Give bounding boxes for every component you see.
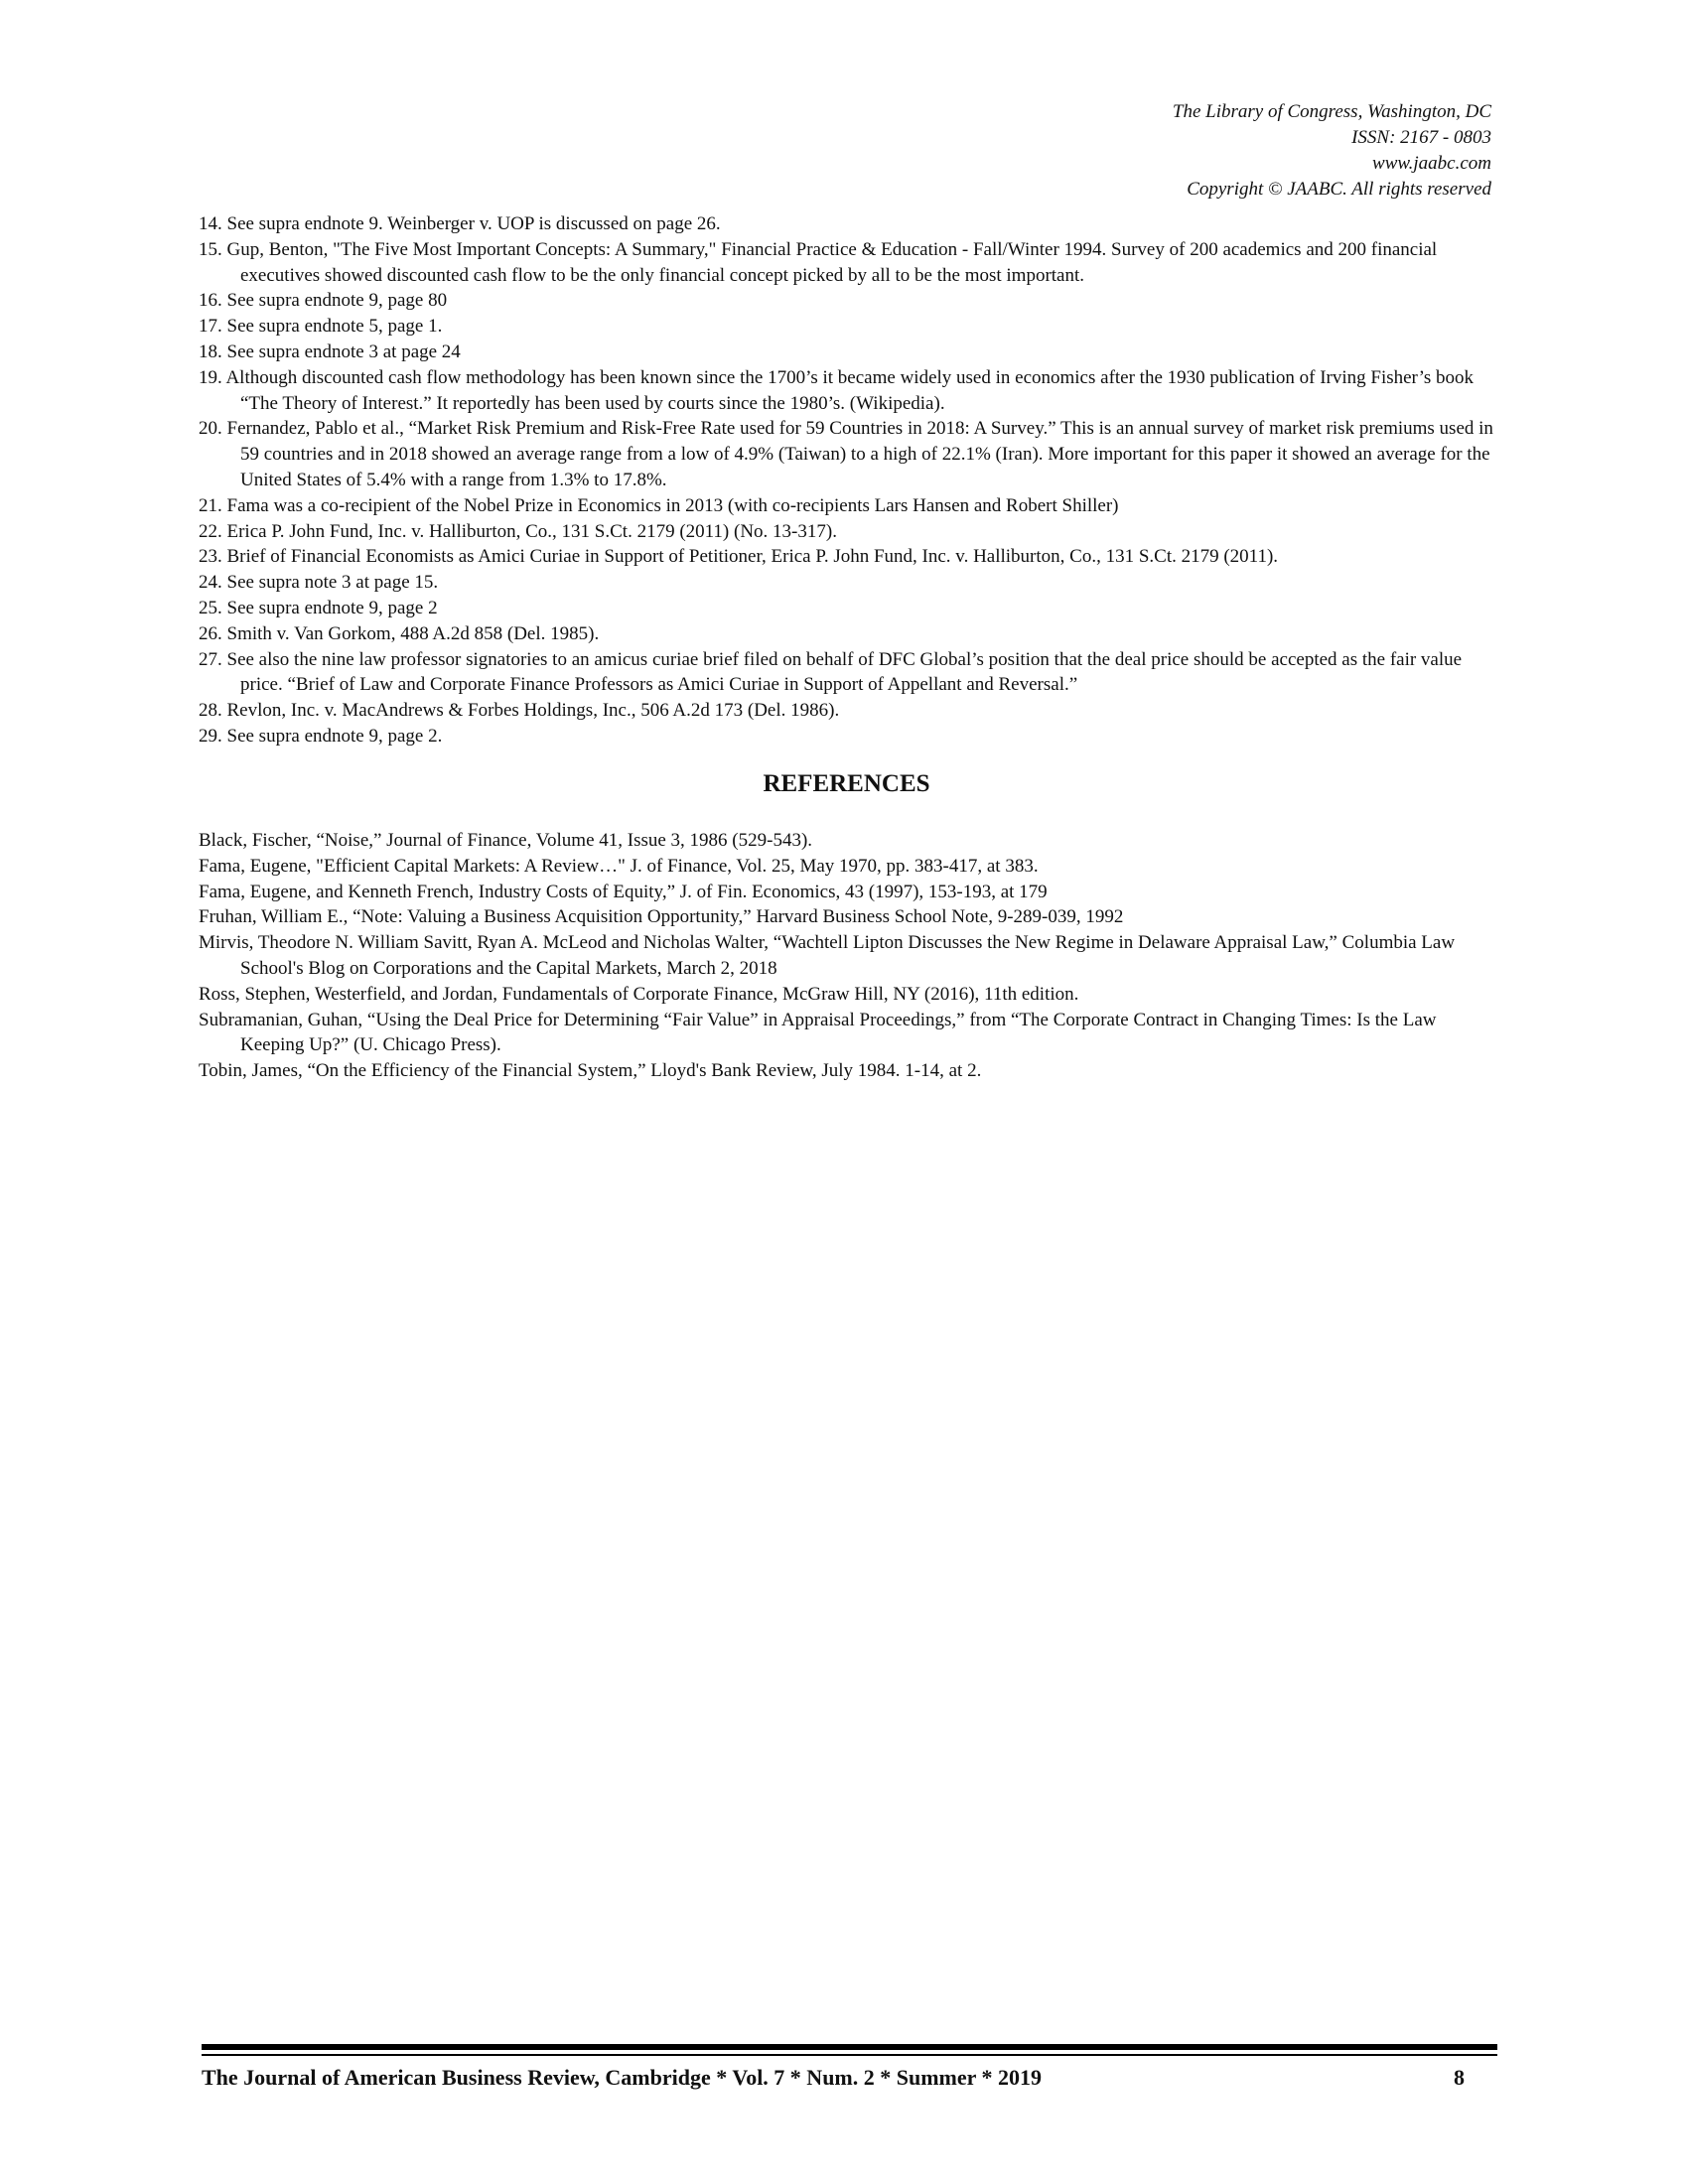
endnote-24: 24. See supra note 3 at page 15. [199,572,439,594]
reference-tobin: Tobin, James, “On the Efficiency of the Financial System,” Lloyd's Bank Review, July 1984. 1-14, at 2. [199,1060,982,1082]
reference-black: Black, Fischer, “Noise,” Journal of Finance, Volume 41, Issue 3, 1986 (529-543). [199,830,813,851]
reference-ross: Ross, Stephen, Westerfield, and Jordan, Fundamentals of Corporate Finance, McGraw Hill, NY (2016), 11th edition. [199,983,1079,1005]
endnotes-list [199,211,1494,750]
header-line-copyright: Copyright © JAABC. All rights reserved [1187,179,1491,200]
endnote-17: 17. See supra endnote 5, page 1. [199,316,443,338]
header-line-website: www.jaabc.com [1372,153,1491,174]
endnote-25: 25. See supra endnote 9, page 2 [199,597,438,618]
endnote-14: 14. See supra endnote 9. Weinberger v. UOP is discussed on page 26. [199,213,721,234]
endnote-21: 21. Fama was a co-recipient of the Nobel Prize in Economics in 2013 (with co-recipients Lars Hansen and Robert Shiller) [199,494,1119,516]
endnote-18: 18. See supra endnote 3 at page 24 [199,341,461,362]
references-heading: REFERENCES [763,770,930,797]
endnote-15: 15. Gup, Benton, "The Five Most Important Concepts: A Summary," Financial Practice & Education - Fall/Winter 1994. Survey of 200 academics and 200 financial executives showed discounted cash flow to be the only financial concept picked by all to be the most important. [199,238,1438,286]
endnote-22: 22. Erica P. John Fund, Inc. v. Halliburton, Co., 131 S.Ct. 2179 (2011) (No. 13-317). [199,520,837,542]
endnote-16: 16. See supra endnote 9, page 80 [199,290,448,312]
journal-header [896,99,1491,203]
endnote-29: 29. See supra endnote 9, page 2. [199,725,443,747]
footer-rule-thin [202,2054,1497,2056]
footer-journal-title: The Journal of American Business Review, Cambridge * Vol. 7 * Num. 2 * Summer * 2019 [202,2065,1043,2090]
endnote-27: 27. See also the nine law professor signatories to an amicus curiae brief filed on behalf of DFC Global’s position that the deal price should be accepted as the fair value price. “Brief of Law and Corporate Finance Professors as Amici Curiae in Support of Appellant and Reversal.” [199,648,1463,696]
endnote-23: 23. Brief of Financial Economists as Amici Curiae in Support of Petitioner, Erica P. John Fund, Inc. v. Halliburton, Co., 131 S.Ct. 2179 (2011). [199,546,1279,568]
reference-fama-1970: Fama, Eugene, "Efficient Capital Markets: A Review…" J. of Finance, Vol. 25, May 1970, pp. 383-417, at 383. [199,855,1039,877]
reference-mirvis: Mirvis, Theodore N. William Savitt, Ryan A. McLeod and Nicholas Walter, “Wachtell Lipton Discusses the New Regime in Delaware Appraisal Law,” Columbia Law School's Blog on Corporations and the Capital Markets, March 2, 2018 [199,932,1456,979]
endnote-20: 20. Fernandez, Pablo et al., “Market Risk Premium and Risk-Free Rate used for 59 Countries in 2018: A Survey.” This is an annual survey of market risk premiums used in 59 countries and in 2018 showed an average range from a low of 4.9% (Taiwan) to a high of 22.1% (Iran). More important for this paper it showed an average for the United States of 5.4% with a range from 1.3% to 17.8%. [199,418,1493,490]
reference-fama-french: Fama, Eugene, and Kenneth French, Industry Costs of Equity,” J. of Fin. Economics, 43 (1997), 153-193, at 179 [199,881,1048,902]
footer-rule-thick [202,2044,1497,2050]
reference-fruhan: Fruhan, William E., “Note: Valuing a Business Acquisition Opportunity,” Harvard Business School Note, 9-289-039, 1992 [199,906,1124,928]
reference-subramanian: Subramanian, Guhan, “Using the Deal Price for Determining “Fair Value” in Appraisal Proceedings,” from “The Corporate Contract in Changing Times: Is the Law Keeping Up?” (U. Chicago Press). [199,1009,1437,1056]
endnote-19: 19. Although discounted cash flow methodology has been known since the 1700’s it became widely used in economics after the 1930 publication of Irving Fisher’s book “The Theory of Interest.” It reportedly has been used by courts since the 1980’s. (Wikipedia). [199,366,1475,414]
page-number: 8 [1454,2065,1465,2090]
header-line-library: The Library of Congress, Washington, DC [1172,101,1491,122]
references-list [199,828,1494,1084]
header-line-issn: ISSN: 2167 - 0803 [1351,127,1491,148]
endnote-28: 28. Revlon, Inc. v. MacAndrews & Forbes Holdings, Inc., 506 A.2d 173 (Del. 1986). [199,700,840,722]
endnote-26: 26. Smith v. Van Gorkom, 488 A.2d 858 (Del. 1985). [199,622,600,644]
